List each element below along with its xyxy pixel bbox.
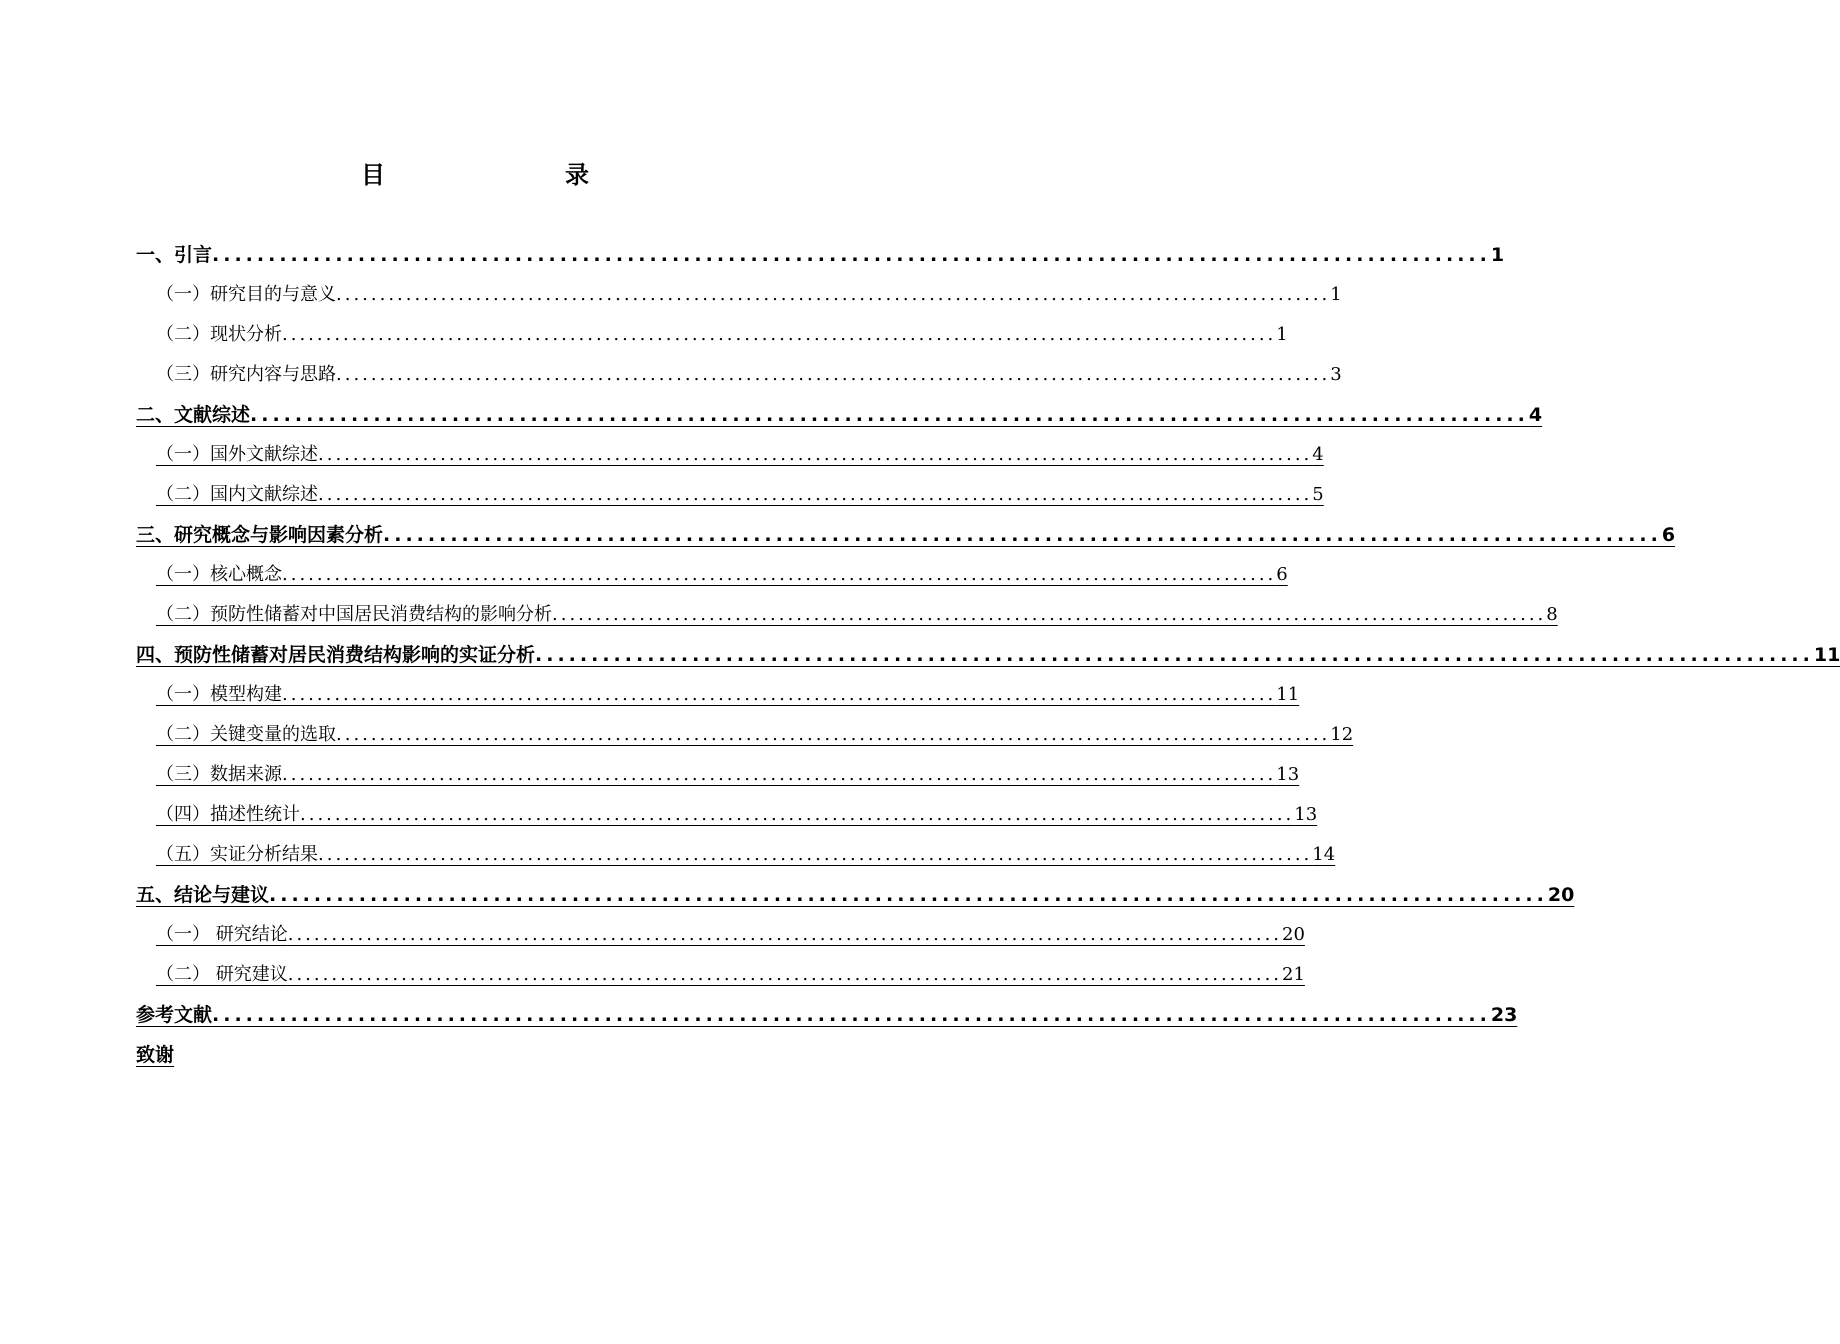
toc-entry-label: （一） 研究结论 <box>156 924 288 945</box>
dot-leader: .................................................................................................................. <box>282 324 1277 345</box>
toc-entry-page: 13 <box>1276 764 1300 785</box>
dot-leader: .................................................................................................................. <box>287 924 1283 945</box>
dot-leader: .................................................................................................................. <box>300 804 1295 825</box>
toc-entry-label: （二） 研究建议 <box>156 964 288 985</box>
toc-entry-label: （五）实证分析结果 <box>156 844 318 865</box>
dot-leader: .................................................................................................................. <box>212 1004 1491 1026</box>
toc-entry-label: 三、研究概念与影响因素分析 <box>136 524 384 546</box>
toc-entry-descriptive-stats[interactable] <box>136 798 1318 838</box>
toc-entry-page: 3 <box>1330 364 1342 385</box>
toc-entry-literature-review[interactable] <box>136 398 1543 438</box>
toc-entry-conclusion[interactable] <box>136 878 1575 918</box>
toc-entry-impact-analysis[interactable] <box>136 598 1558 638</box>
toc-entry-page: 4 <box>1528 404 1543 426</box>
toc-entry-label: 二、文献综述 <box>136 404 251 426</box>
toc-entry-variables[interactable] <box>136 718 1354 758</box>
toc-entry-page: 4 <box>1312 444 1324 465</box>
toc-entry-label: （四）描述性统计 <box>156 804 300 825</box>
dot-leader: .................................................................................................................. <box>383 524 1662 546</box>
toc-entry-page: 13 <box>1294 804 1318 825</box>
toc-entry-page: 6 <box>1276 564 1288 585</box>
toc-entry-purpose[interactable] <box>136 278 1342 318</box>
toc-entry-page: 11 <box>1813 644 1840 666</box>
toc-entry-model[interactable] <box>136 678 1300 718</box>
dot-leader: .................................................................................................................. <box>336 284 1331 305</box>
toc-entry-page: 5 <box>1312 484 1324 505</box>
toc-entry-status[interactable] <box>136 318 1288 358</box>
toc-entry-introduction[interactable] <box>136 238 1505 278</box>
toc-entry-page: 21 <box>1282 964 1305 985</box>
toc-entry-label: （三）研究内容与思路 <box>156 364 336 385</box>
toc-entry-page: 20 <box>1282 924 1305 945</box>
dot-leader: .................................................................................................................. <box>318 844 1313 865</box>
dot-leader: .................................................................................................................. <box>282 764 1277 785</box>
toc-entry-page: 20 <box>1547 884 1575 906</box>
toc-entry-label: （二）预防性储蓄对中国居民消费结构的影响分析 <box>156 604 552 625</box>
toc-entry-page: 14 <box>1312 844 1336 865</box>
toc-entry-page: 12 <box>1330 724 1354 745</box>
toc-entry-concepts[interactable] <box>136 518 1676 558</box>
dot-leader: .................................................................................................................. <box>318 484 1313 505</box>
dot-leader: .................................................................................................................. <box>282 684 1277 705</box>
toc-entry-page: 23 <box>1490 1004 1518 1026</box>
toc-entry-research-conclusion[interactable] <box>136 918 1305 958</box>
dot-leader: .................................................................................................................. <box>250 404 1529 426</box>
toc-entry-label: （二）现状分析 <box>156 324 282 345</box>
toc-entry-results[interactable] <box>136 838 1336 878</box>
dot-leader: .................................................................................................................. <box>212 244 1491 266</box>
toc-entry-label: （三）数据来源 <box>156 764 282 785</box>
toc-entry-label: 五、结论与建议 <box>136 884 270 906</box>
toc-entry-core-concepts[interactable] <box>136 558 1288 598</box>
toc-entry-page: 1 <box>1330 284 1342 305</box>
toc-entry-empirical-analysis[interactable] <box>136 638 1840 678</box>
table-of-contents <box>136 238 1840 1078</box>
toc-entry-label: （一）核心概念 <box>156 564 282 585</box>
toc-entry-page: 8 <box>1546 604 1558 625</box>
dot-leader: .................................................................................................................. <box>336 364 1331 385</box>
toc-entry-research-suggestions[interactable] <box>136 958 1305 998</box>
toc-entry-label: 四、预防性储蓄对居民消费结构影响的实证分析 <box>136 644 536 666</box>
page-title: 目 录 <box>361 161 633 189</box>
toc-entry-page: 6 <box>1661 524 1676 546</box>
toc-entry-content[interactable] <box>136 358 1342 398</box>
toc-entry-label: （一）国外文献综述 <box>156 444 318 465</box>
toc-entry-label: 参考文献 <box>136 1004 213 1026</box>
dot-leader: .................................................................................................................. <box>269 884 1548 906</box>
dot-leader: .................................................................................................................. <box>318 444 1313 465</box>
toc-entry-acknowledgements[interactable] <box>136 1038 850 1078</box>
toc-entry-label: 致谢 <box>136 1044 175 1066</box>
toc-entry-label: 一、引言 <box>136 244 213 266</box>
toc-entry-data-sources[interactable] <box>136 758 1300 798</box>
dot-leader: .................................................................................................................. <box>336 724 1331 745</box>
toc-entry-page: 11 <box>1276 684 1300 705</box>
toc-entry-label: （二）关键变量的选取 <box>156 724 336 745</box>
toc-entry-page: 1 <box>1490 244 1505 266</box>
dot-leader: .................................................................................................................. <box>552 604 1547 625</box>
dot-leader: .................................................................................................................. <box>282 564 1277 585</box>
dot-leader: .................................................................................................................. <box>287 964 1283 985</box>
toc-entry-label: （一）研究目的与意义 <box>156 284 336 305</box>
toc-entry-domestic-literature[interactable] <box>136 478 1324 518</box>
toc-entry-references[interactable] <box>136 998 1518 1038</box>
toc-entry-page: 1 <box>1276 324 1288 345</box>
toc-entry-label: （一）模型构建 <box>156 684 282 705</box>
toc-entry-label: （二）国内文献综述 <box>156 484 318 505</box>
toc-entry-foreign-literature[interactable] <box>136 438 1324 478</box>
dot-leader: .................................................................................................................. <box>535 644 1814 666</box>
